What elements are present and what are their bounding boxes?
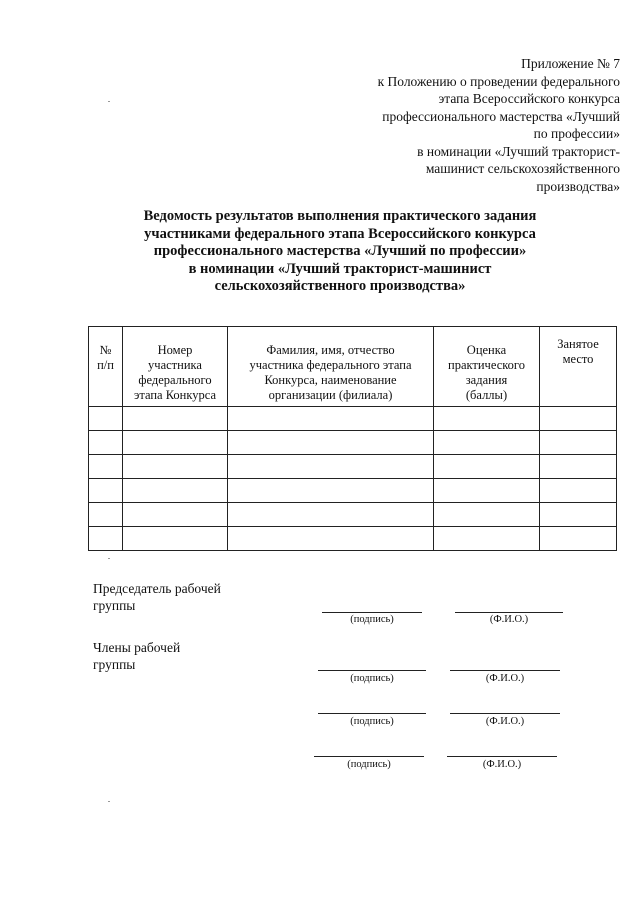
name-caption: (Ф.И.О.) [485, 673, 525, 684]
member-signature-line[interactable] [314, 756, 424, 757]
appendix-line: машинист сельскохозяйственного [425, 161, 620, 176]
table-cell[interactable] [228, 479, 434, 503]
header-line: федерального [138, 373, 212, 387]
table-cell[interactable] [123, 479, 228, 503]
header-line: п/п [97, 358, 114, 372]
header-line: организации (филиала) [268, 388, 393, 402]
table-row [89, 407, 617, 431]
table-cell[interactable] [89, 479, 123, 503]
table-cell[interactable] [540, 407, 617, 431]
header-line: Оценка [466, 343, 507, 357]
header-number [89, 327, 123, 407]
header-line: практического [448, 358, 525, 372]
table-cell[interactable] [434, 455, 540, 479]
members-label-line: группы [93, 657, 136, 672]
table-cell[interactable] [540, 431, 617, 455]
header-line: Конкурса, наименование [264, 373, 397, 387]
table-cell[interactable] [228, 527, 434, 551]
signature-caption: (подпись) [350, 673, 394, 684]
table-cell[interactable] [434, 527, 540, 551]
header-score [434, 327, 540, 407]
table-cell[interactable] [434, 407, 540, 431]
table-cell[interactable] [540, 455, 617, 479]
appendix-line: этапа Всероссийского конкурса [438, 91, 620, 106]
results-table [88, 326, 617, 551]
header-full-name [228, 327, 434, 407]
chairman-label [93, 580, 221, 614]
name-caption: (Ф.И.О.) [489, 614, 529, 625]
header-line: участника [148, 358, 202, 372]
table-row [89, 527, 617, 551]
appendix-line: производства» [536, 178, 620, 194]
title-line: сельскохозяйственного производства» [214, 278, 466, 294]
header-line: Занятое [557, 337, 599, 351]
scan-speck [108, 101, 110, 102]
title-line: участниками федерального этапа Всероссийского конкурса [144, 225, 536, 242]
table-row [89, 455, 617, 479]
appendix-line: в номинации «Лучший тракторист- [417, 143, 620, 159]
name-caption: (Ф.И.О.) [482, 759, 522, 770]
table-cell[interactable] [89, 455, 123, 479]
header-line: Фамилия, имя, отчество [266, 343, 395, 357]
chairman-label-line: группы [93, 598, 136, 613]
header-place [540, 327, 617, 407]
members-label-line: Члены рабочей [93, 640, 181, 655]
chairman-name-line[interactable] [455, 612, 563, 613]
member-name-line[interactable] [447, 756, 557, 757]
scan-speck [108, 801, 110, 802]
member-signature-line[interactable] [318, 713, 426, 714]
table-cell[interactable] [228, 503, 434, 527]
members-label [93, 639, 180, 673]
table-cell[interactable] [89, 503, 123, 527]
table-cell[interactable] [540, 527, 617, 551]
appendix-line: Приложение № 7 [521, 56, 620, 71]
table-row [89, 503, 617, 527]
table-cell[interactable] [540, 503, 617, 527]
header-line: Номер [157, 343, 193, 357]
table-cell[interactable] [123, 407, 228, 431]
title-line: профессионального мастерства «Лучший по профессии» [153, 243, 527, 259]
table-cell[interactable] [228, 431, 434, 455]
table-cell[interactable] [228, 407, 434, 431]
table-row [89, 479, 617, 503]
table-cell[interactable] [123, 431, 228, 455]
header-line: задания [465, 373, 508, 387]
table-row [89, 431, 617, 455]
member-signature-line[interactable] [318, 670, 426, 671]
title-line: Ведомость результатов выполнения практического задания [143, 208, 537, 224]
table-cell[interactable] [540, 479, 617, 503]
table-cell[interactable] [123, 527, 228, 551]
table-cell[interactable] [228, 455, 434, 479]
scan-speck [108, 558, 110, 559]
table-cell[interactable] [89, 431, 123, 455]
signature-caption: (подпись) [350, 716, 394, 727]
title-line: в номинации «Лучший тракторист-машинист [188, 260, 492, 277]
document-title [100, 208, 580, 296]
chairman-signature-line[interactable] [322, 612, 422, 613]
header-line: участника федерального этапа [249, 358, 412, 372]
header-line: (баллы) [465, 388, 508, 402]
header-line: этапа Конкурса [133, 388, 217, 402]
signature-caption: (подпись) [350, 614, 394, 625]
appendix-line: по профессии» [533, 126, 620, 141]
table-cell[interactable] [434, 479, 540, 503]
header-line: место [562, 352, 594, 366]
name-caption: (Ф.И.О.) [485, 716, 525, 727]
table-cell[interactable] [123, 455, 228, 479]
table-cell[interactable] [434, 503, 540, 527]
member-name-line[interactable] [450, 670, 560, 671]
header-participant-number [123, 327, 228, 407]
table-cell[interactable] [89, 407, 123, 431]
table-cell[interactable] [123, 503, 228, 527]
appendix-header [320, 55, 620, 195]
table-cell[interactable] [89, 527, 123, 551]
appendix-line: профессионального мастерства «Лучший [382, 108, 620, 124]
appendix-line: к Положению о проведении федерального [377, 73, 620, 89]
header-line: № [99, 343, 112, 357]
chairman-label-line: Председатель рабочей [93, 581, 221, 596]
table-cell[interactable] [434, 431, 540, 455]
signature-caption: (подпись) [347, 759, 391, 770]
member-name-line[interactable] [450, 713, 560, 714]
table-header-row [89, 327, 617, 407]
